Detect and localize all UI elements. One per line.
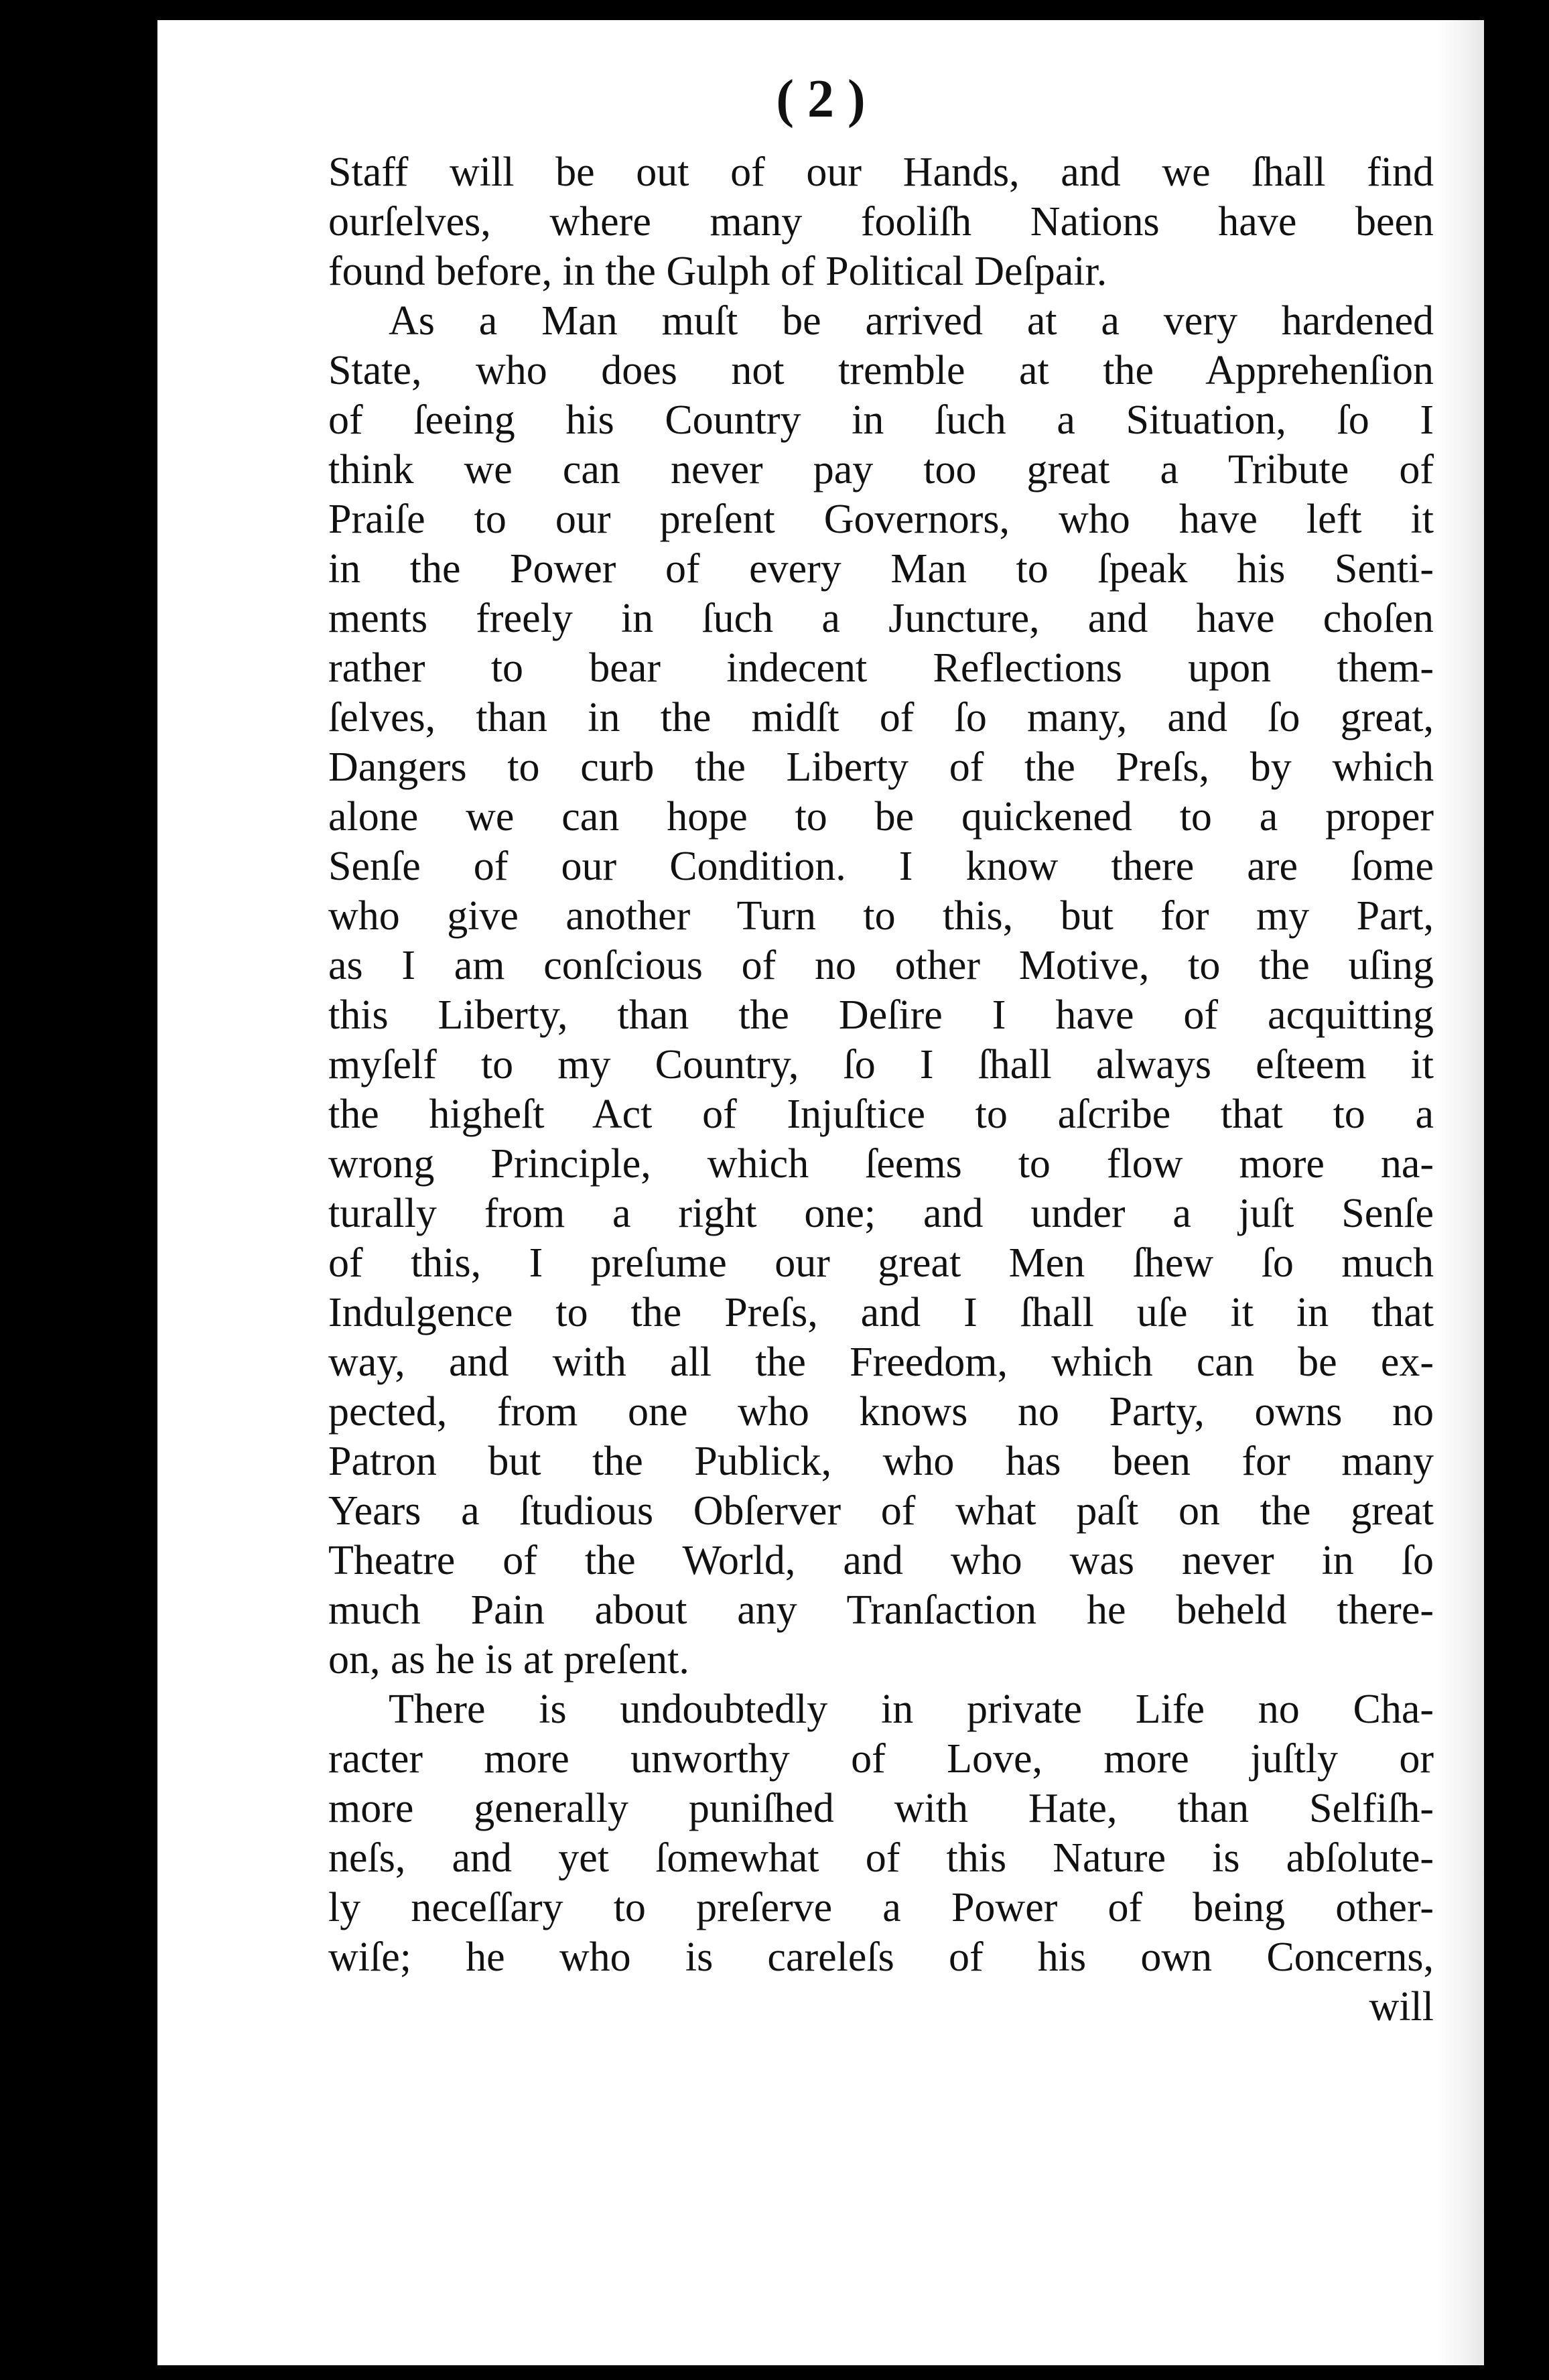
text-line: on, as he is at preſent. [328, 1637, 689, 1682]
text-line: Senſe of our Condition. I know there are ſome [328, 844, 1434, 889]
text-line: ments freely in ſuch a Juncture, and have choſen [328, 596, 1434, 641]
text-line: racter more unworthy of Love, more juſtly or [328, 1736, 1434, 1782]
text-line: ourſelves, where many fooliſh Nations have been [328, 199, 1434, 245]
text-line: found before, in the Gulph of Political Deſpair. [328, 249, 1107, 294]
text-line: of this, I preſume our great Men ſhew ſo much [328, 1240, 1434, 1286]
text-line: turally from a right one; and under a juſt Senſe [328, 1191, 1434, 1236]
text-line: Praiſe to our preſent Governors, who have left it [328, 497, 1434, 542]
text-line: pected, from one who knows no Party, owns no [328, 1389, 1434, 1435]
text-line: who give another Turn to this, but for my Part, [328, 893, 1434, 939]
text-line: There is undoubtedly in private Life no Cha- [389, 1687, 1434, 1732]
text-line: ly neceſſary to preſerve a Power of being other- [328, 1885, 1434, 1930]
text-line: Theatre of the World, and who was never in ſo [328, 1538, 1434, 1583]
text-line: myſelf to my Country, ſo I ſhall always eſteem it [328, 1042, 1434, 1087]
text-line: Indulgence to the Preſs, and I ſhall uſe it in that [328, 1290, 1434, 1335]
text-line: alone we can hope to be quickened to a proper [328, 794, 1434, 840]
text-line: this Liberty, than the Deſire I have of acquitting [328, 992, 1434, 1038]
text-line: Patron but the Publick, who has been for many [328, 1439, 1434, 1484]
text-line: wrong Principle, which ſeems to flow more na- [328, 1141, 1434, 1187]
text-line: Staff will be out of our Hands, and we ſhall find [328, 149, 1434, 195]
text-line: think we can never pay too great a Tribute of [328, 447, 1434, 492]
text-line: Years a ſtudious Obſerver of what paſt on the great [328, 1488, 1434, 1534]
text-line: will [1369, 1984, 1434, 2030]
text-line: wiſe; he who is careleſs of his own Concerns, [328, 1934, 1434, 1980]
text-line: ſelves, than in the midſt of ſo many, and ſo great, [328, 695, 1434, 740]
text-line: neſs, and yet ſomewhat of this Nature is abſolute- [328, 1835, 1434, 1881]
text-line: as I am conſcious of no other Motive, to the uſing [328, 943, 1434, 988]
book-page [157, 20, 1484, 2365]
text-line: in the Power of every Man to ſpeak his Senti- [328, 546, 1434, 592]
text-line: Dangers to curb the Liberty of the Preſs, by which [328, 744, 1434, 790]
text-line: rather to bear indecent Reflections upon them- [328, 645, 1434, 691]
text-line: way, and with all the Freedom, which can be ex- [328, 1339, 1434, 1385]
page-number: ( 2 ) [776, 70, 866, 129]
page-edge-shadow [1437, 20, 1484, 2365]
text-line: As a Man muſt be arrived at a very hardened [389, 298, 1434, 344]
text-line: State, who does not tremble at the Apprehenſion [328, 348, 1434, 393]
body-text [328, 147, 1434, 2032]
text-line: the higheſt Act of Injuſtice to aſcribe that to a [328, 1092, 1434, 1137]
text-line: much Pain about any Tranſaction he beheld there- [328, 1587, 1434, 1633]
text-line: of ſeeing his Country in ſuch a Situation, ſo I [328, 397, 1434, 443]
text-line: more generally puniſhed with Hate, than Selfiſh- [328, 1786, 1434, 1831]
